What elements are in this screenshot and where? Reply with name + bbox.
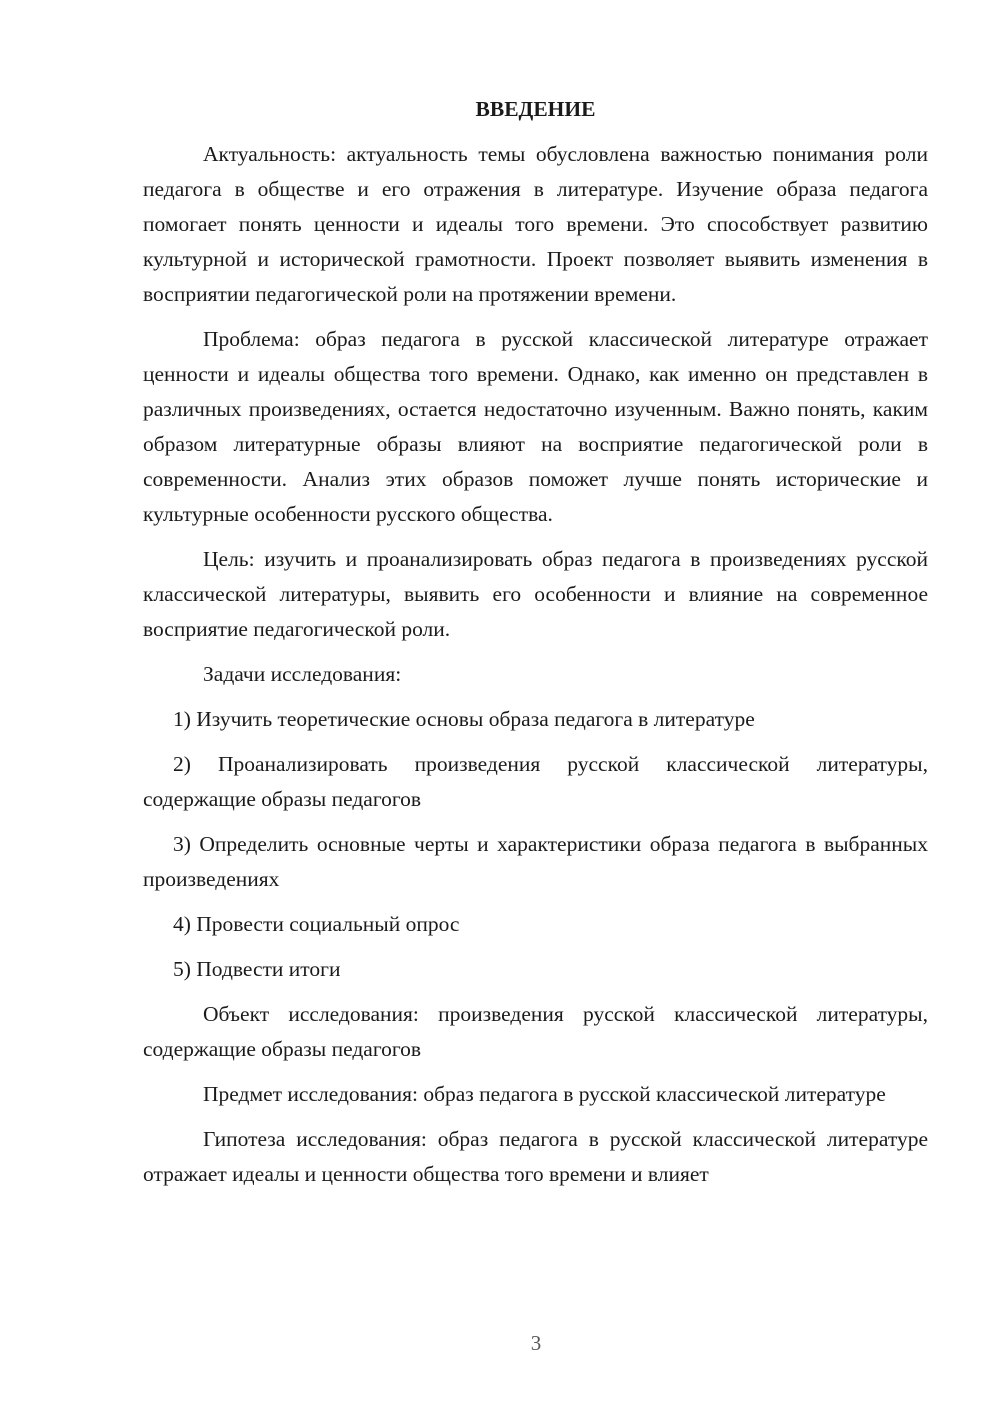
paragraph-subject: Предмет исследования: образ педагога в русской классической литературе [203, 1082, 886, 1106]
page-number: 3 [530, 1331, 542, 1355]
paragraph-relevance: Актуальность: актуальность темы обусловлена важностью понимания роли педагога в обществе и его отражения в литературе. Изучение образа педагога помогает понять ценности и идеалы того времени. Это способствует развитию культурной и исторической грамотности. Проект позволяет выявить изменения в восприятии педагогической роли на протяжении времени. [143, 142, 928, 306]
paragraph-goal: Цель: изучить и проанализировать образ педагога в произведениях русской классической литературы, выявить его особенности и влияние на современное восприятие педагогической роли. [143, 547, 928, 641]
section-title: ВВЕДЕНИЕ [475, 97, 596, 121]
task-item: 1) Изучить теоретические основы образа педагога в литературе [173, 707, 755, 731]
page-content [143, 92, 928, 1202]
paragraph-problem: Проблема: образ педагога в русской классической литературе отражает ценности и идеалы общества того времени. Однако, как именно он представлен в различных произведениях, остается недостаточно изученным. Важно понять, каким образом литературные образы влияют на восприятие педагогической роли в современности. Анализ этих образов поможет лучше понять исторические и культурные особенности русского общества. [143, 327, 928, 526]
task-item: 4) Провести социальный опрос [173, 912, 460, 936]
paragraph-tasks-heading: Задачи исследования: [203, 662, 402, 686]
paragraph-object: Объект исследования: произведения русской классической литературы, содержащие образы педагогов [143, 1002, 928, 1061]
paragraph-hypothesis: Гипотеза исследования: образ педагога в русской классической литературе отражает идеалы и ценности общества того времени и влияет [143, 1127, 928, 1186]
task-item: 2) Проанализировать произведения русской классической литературы, содержащие образы педагогов [143, 752, 928, 811]
task-item: 5) Подвести итоги [173, 957, 341, 981]
task-item: 3) Определить основные черты и характеристики образа педагога в выбранных произведениях [143, 832, 928, 891]
